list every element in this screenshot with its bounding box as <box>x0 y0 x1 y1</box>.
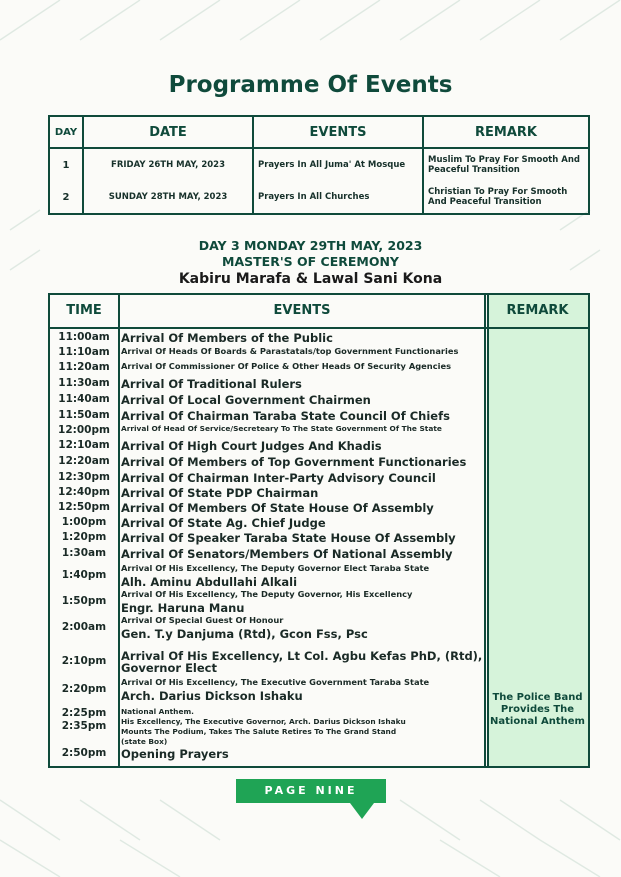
event-cell: Arrival Of Members of Top Government Functionaries <box>121 455 467 469</box>
event-cell: (state Box) <box>121 737 168 746</box>
time-cell: 1:30am <box>61 547 107 559</box>
time-cell: 1:50pm <box>61 595 107 607</box>
time-cell: 12:20am <box>58 455 110 467</box>
header-remark: REMARK <box>487 295 588 327</box>
event-cell: Arrival Of Special Guest Of Honour <box>121 615 284 625</box>
table-row <box>49 148 589 181</box>
time-cell: 11:00am <box>58 331 110 343</box>
time-cell: 2:20pm <box>61 683 107 695</box>
time-cell: 12:30pm <box>58 471 110 483</box>
time-cell: 11:30am <box>58 377 110 389</box>
time-cell: 1:40pm <box>61 569 107 581</box>
event-cell: His Excellency, The Executive Governor, Arch. Darius Dickson Ishaku <box>121 717 406 726</box>
mc-label: MASTER'S OF CEREMONY <box>222 254 399 269</box>
event-cell: Arrival Of Commissioner Of Police & Other Heads Of Security Agencies <box>121 361 452 371</box>
page-title: Programme Of Events <box>168 72 453 98</box>
table-header-row <box>50 295 588 329</box>
event-cell: Arrival Of His Excellency, Lt Col. Agbu Kefas PhD, (Rtd), <box>121 649 483 663</box>
event-cell: Prayers In All Juma' At Mosque <box>253 148 423 181</box>
page-number-badge: PAGE NINE <box>236 779 386 803</box>
event-cell: Arrival Of Members of the Public <box>121 331 333 345</box>
time-cell: 11:50am <box>58 409 110 421</box>
day3-schedule-table <box>48 293 590 768</box>
mc-names: Kabiru Marafa & Lawal Sani Kona <box>178 271 443 287</box>
event-cell: Arrival Of Chairman Taraba State Council Of Chiefs <box>121 409 450 423</box>
table-header-row <box>49 116 589 148</box>
event-cell: Arrival Of His Excellency, The Deputy Governor Elect Taraba State <box>121 563 430 573</box>
event-cell: Gen. T.y Danjuma (Rtd), Gcon Fss, Psc <box>121 627 368 641</box>
table-row <box>49 181 589 214</box>
event-cell: Alh. Aminu Abdullahi Alkali <box>121 575 298 589</box>
time-cell: 12:50pm <box>58 501 110 513</box>
time-cell: 2:00am <box>61 621 107 633</box>
time-cell: 12:00pm <box>58 424 110 436</box>
time-cell: 12:40pm <box>58 486 110 498</box>
event-cell: Governor Elect <box>121 661 217 675</box>
event-cell: Arrival Of Senators/Members Of National Assembly <box>121 547 453 561</box>
day-cell: 2 <box>49 181 83 214</box>
event-cell: Mounts The Podium, Takes The Salute Retires To The Grand Stand <box>121 727 397 736</box>
event-cell: Arch. Darius Dickson Ishaku <box>121 689 303 703</box>
event-cell: National Anthem. <box>121 707 194 716</box>
time-cell: 1:00pm <box>61 516 107 528</box>
time-cell: 1:20pm <box>61 531 107 543</box>
event-cell: Arrival Of His Excellency, The Deputy Governor, His Excellency <box>121 589 413 599</box>
badge-tail <box>350 803 374 819</box>
prayer-schedule-table <box>48 115 590 215</box>
date-cell: FRIDAY 26TH MAY, 2023 <box>83 148 253 181</box>
event-cell: Arrival Of Speaker Taraba State House Of Assembly <box>121 531 456 545</box>
time-cell: 2:35pm <box>61 720 107 732</box>
event-cell: Arrival Of Head Of Service/Secreteary To The State Government Of The State <box>121 424 442 433</box>
time-cell: 2:10pm <box>61 655 107 667</box>
time-cell: 11:40am <box>58 393 110 405</box>
time-cell: 2:50pm <box>61 747 107 759</box>
header-date: DATE <box>83 116 253 148</box>
remark-text: The Police Band Provides The National Anthem <box>490 692 585 727</box>
header-time: TIME <box>66 303 102 318</box>
event-cell: Arrival Of State PDP Chairman <box>121 486 319 500</box>
event-cell: Arrival Of Traditional Rulers <box>121 377 302 391</box>
event-cell: Prayers In All Churches <box>253 181 423 214</box>
event-cell: Arrival Of Heads Of Boards & Parastatals/top Government Functionaries <box>121 346 459 356</box>
time-cell: 11:20am <box>58 361 110 373</box>
event-cell: Arrival Of Local Government Chairmen <box>121 393 371 407</box>
event-cell: Arrival Of State Ag. Chief Judge <box>121 516 326 530</box>
event-cell: Opening Prayers <box>121 747 229 761</box>
remark-cell: Muslim To Pray For Smooth And Peaceful Transition <box>423 148 589 181</box>
column-divider <box>118 295 120 766</box>
date-cell: SUNDAY 28TH MAY, 2023 <box>83 181 253 214</box>
event-cell: Arrival Of High Court Judges And Khadis <box>121 439 382 453</box>
day3-date: DAY 3 MONDAY 29TH MAY, 2023 <box>198 238 423 253</box>
day-cell: 1 <box>49 148 83 181</box>
event-cell: Arrival Of His Excellency, The Executive Government Taraba State <box>121 677 430 687</box>
header-remark: REMARK <box>423 116 589 148</box>
header-events: EVENTS <box>253 116 423 148</box>
day3-heading <box>0 238 621 287</box>
header-day: DAY <box>49 116 83 148</box>
event-cell: Arrival Of Chairman Inter-Party Advisory Council <box>121 471 436 485</box>
header-events: EVENTS <box>273 303 331 318</box>
event-cell: Engr. Haruna Manu <box>121 601 245 615</box>
time-cell: 11:10am <box>58 346 110 358</box>
time-cell: 12:10am <box>58 439 110 451</box>
event-cell: Arrival Of Members Of State House Of Assembly <box>121 501 434 515</box>
time-cell: 2:25pm <box>61 707 107 719</box>
remark-cell: Christian To Pray For Smooth And Peaceful Transition <box>423 181 589 214</box>
